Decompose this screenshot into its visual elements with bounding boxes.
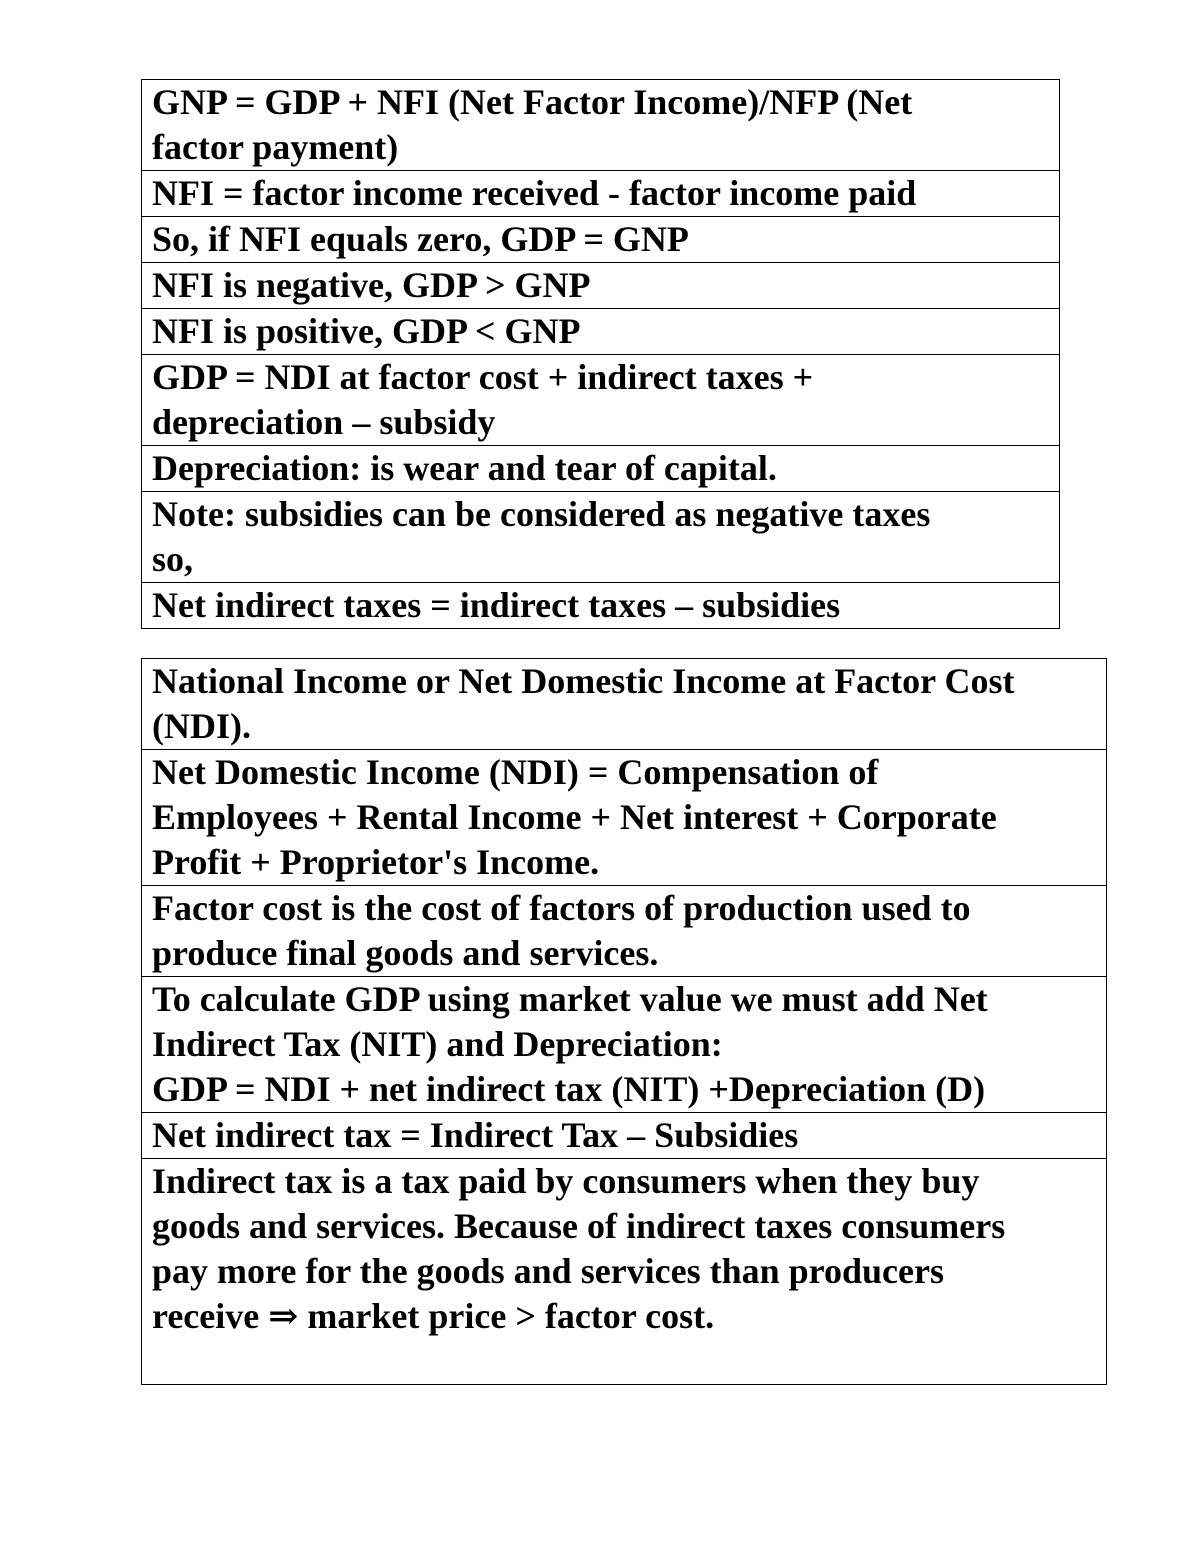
table-cell	[142, 263, 1060, 309]
table-cell	[142, 446, 1060, 492]
cell-line: GNP = GDP + NFI (Net Factor Income)/NFP (Net	[152, 82, 913, 122]
cell-blank-line	[152, 1339, 1106, 1384]
table-cell	[142, 1159, 1107, 1385]
table-cell	[142, 886, 1107, 977]
cell-line: receive ⇒ market price > factor cost.	[152, 1296, 715, 1336]
cell-line: GDP = NDI + net indirect tax (NIT) +Depreciation (D)	[152, 1069, 986, 1109]
table-gnp-gdp-relations	[141, 79, 1060, 629]
cell-line: NFI is positive, GDP < GNP	[152, 311, 581, 351]
cell-line: Depreciation: is wear and tear of capital.	[152, 448, 777, 488]
table-cell	[142, 750, 1107, 886]
cell-line: factor payment)	[152, 127, 399, 167]
table-cell	[142, 977, 1107, 1113]
cell-line: Employees + Rental Income + Net interest + Corporate	[152, 797, 997, 837]
table-row	[142, 263, 1060, 309]
cell-line: National Income or Net Domestic Income at Factor Cost	[152, 661, 1015, 701]
table-row	[142, 750, 1107, 886]
cell-line: Net indirect tax = Indirect Tax – Subsidies	[152, 1115, 799, 1155]
cell-line: GDP = NDI at factor cost + indirect taxes +	[152, 357, 814, 397]
table-row	[142, 886, 1107, 977]
table-row	[142, 492, 1060, 583]
table-row	[142, 583, 1060, 629]
cell-line: So, if NFI equals zero, GDP = GNP	[152, 219, 689, 259]
table-cell	[142, 659, 1107, 750]
table-row	[142, 1113, 1107, 1159]
table-cell	[142, 492, 1060, 583]
table-cell	[142, 309, 1060, 355]
cell-line: Factor cost is the cost of factors of production used to	[152, 888, 971, 928]
cell-line: (NDI).	[152, 706, 251, 746]
table-national-income	[141, 658, 1107, 1385]
cell-line: Indirect tax is a tax paid by consumers when they buy	[152, 1161, 980, 1201]
cell-line: pay more for the goods and services than producers	[152, 1251, 944, 1291]
table-cell	[142, 171, 1060, 217]
table-row	[142, 217, 1060, 263]
cell-line: Indirect Tax (NIT) and Depreciation:	[152, 1024, 723, 1064]
table-cell	[142, 583, 1060, 629]
table-cell	[142, 1113, 1107, 1159]
table-row	[142, 659, 1107, 750]
cell-line: goods and services. Because of indirect taxes consumers	[152, 1206, 1006, 1246]
cell-line: depreciation – subsidy	[152, 402, 496, 442]
cell-line: Profit + Proprietor's Income.	[152, 842, 600, 882]
table-row	[142, 1159, 1107, 1385]
table-row	[142, 171, 1060, 217]
table-cell	[142, 355, 1060, 446]
cell-line: NFI is negative, GDP > GNP	[152, 265, 591, 305]
cell-line: Net indirect taxes = indirect taxes – subsidies	[152, 585, 841, 625]
table-row	[142, 446, 1060, 492]
cell-line: Net Domestic Income (NDI) = Compensation of	[152, 752, 879, 792]
cell-line: Note: subsidies can be considered as negative taxes	[152, 494, 931, 534]
table-row	[142, 977, 1107, 1113]
cell-line: so,	[152, 539, 194, 579]
table-row	[142, 80, 1060, 171]
table-row	[142, 355, 1060, 446]
cell-line: To calculate GDP using market value we must add Net	[152, 979, 988, 1019]
table-cell	[142, 80, 1060, 171]
cell-line: produce final goods and services.	[152, 933, 659, 973]
table-cell	[142, 217, 1060, 263]
cell-line: NFI = factor income received - factor income paid	[152, 173, 917, 213]
table-row	[142, 309, 1060, 355]
